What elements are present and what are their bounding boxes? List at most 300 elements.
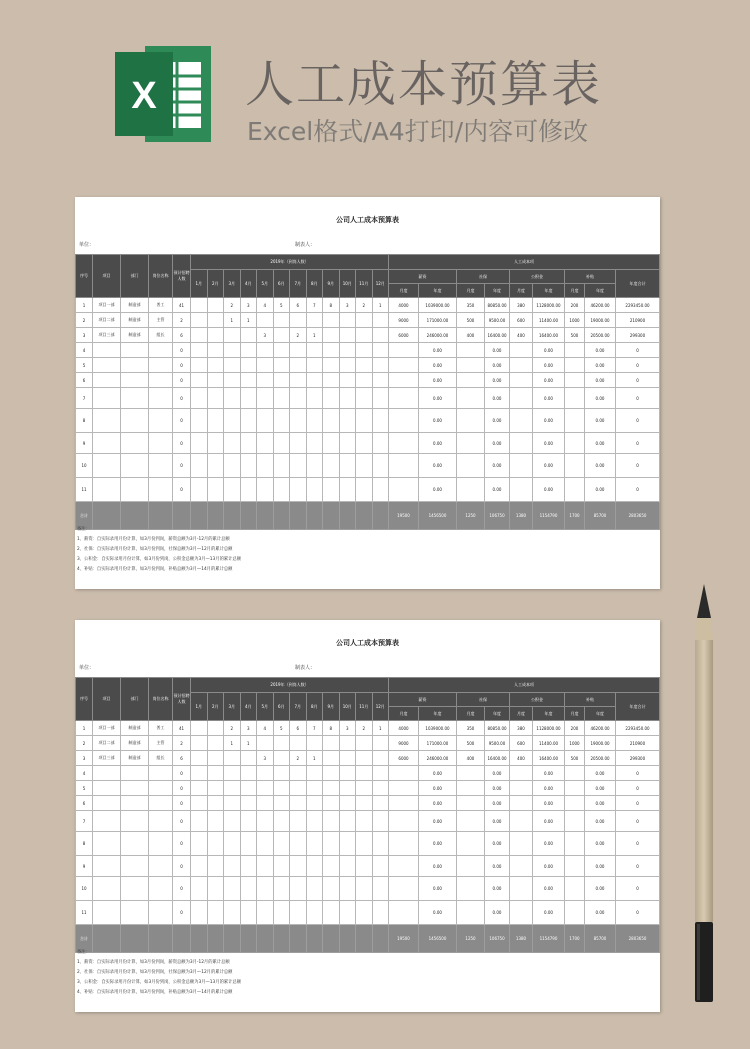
row-month-count [323,901,340,925]
row-month-count [290,832,307,856]
row-month-count [273,832,290,856]
row-month-count [191,343,208,358]
row-month-count [207,313,224,328]
row-salary-yearly: 0.00 [419,373,457,388]
table-row [76,751,660,766]
row-month-count [290,433,307,454]
row-month-count [257,313,274,328]
row-social-monthly [457,796,485,811]
row-headcount: 0 [173,796,191,811]
month-header: 1月 [191,693,208,721]
row-fund-yearly: 0.00 [533,832,565,856]
row-month-count: 3 [240,298,257,313]
row-month-count [224,343,241,358]
row-seq: 3 [76,751,93,766]
row-month-count [306,313,323,328]
row-fund-monthly [510,856,533,877]
row-month-count [207,766,224,781]
row-month-count [372,388,389,409]
col-seq-header: 序号 [76,678,93,721]
row-seq: 5 [76,358,93,373]
row-salary-yearly: 0.00 [419,409,457,433]
row-headcount: 0 [173,811,191,832]
row-month-count [191,328,208,343]
row-month-count: 2 [224,298,241,313]
yearly-header: 年度 [485,707,510,721]
row-month-count [191,877,208,901]
row-month-count [306,409,323,433]
row-subsidy-monthly [565,781,585,796]
row-month-count: 2 [356,298,373,313]
row-headcount: 0 [173,409,191,433]
row-subsidy-yearly: 0.00 [585,433,616,454]
row-salary-yearly: 0.00 [419,781,457,796]
row-subsidy-monthly [565,796,585,811]
row-salary-monthly [389,832,419,856]
cost-group-header: 人工成本项 [389,678,660,693]
row-position [149,454,173,478]
row-month-count [323,766,340,781]
row-fund-yearly: 1128000.00 [533,721,565,736]
row-month-count [191,901,208,925]
row-subsidy-yearly: 0.00 [585,766,616,781]
row-position [149,781,173,796]
row-social-monthly [457,373,485,388]
total-subsidy-yearly: 85700 [585,925,616,953]
total-social-yearly: 106750 [485,925,510,953]
row-social-yearly: 0.00 [485,796,510,811]
month-header: 2月 [207,693,224,721]
row-month-count [240,454,257,478]
row-month-count [273,856,290,877]
row-project [93,388,121,409]
col-headcount-header: 预计招聘人数 [173,678,191,721]
year-group-header: 2019年（到岗人数） [191,255,389,270]
row-month-count [323,877,340,901]
row-month-count: 7 [306,298,323,313]
monthly-header: 月度 [389,284,419,298]
row-social-yearly: 0.00 [485,901,510,925]
row-annual-total: 0 [616,409,660,433]
row-month-count [356,736,373,751]
row-month-count [356,313,373,328]
row-dept [121,811,149,832]
row-subsidy-monthly [565,358,585,373]
col-position-header: 岗位名称 [149,678,173,721]
row-annual-total: 0 [616,811,660,832]
note-line: 1、薪资：自实际录用月份计算，如3月份到岗，薪资总额为3月-12月的累计总额 [77,960,230,965]
total-salary-yearly: 1456500 [419,502,457,530]
row-fund-monthly [510,811,533,832]
row-month-count [257,811,274,832]
row-social-yearly: 80850.00 [485,298,510,313]
row-subsidy-yearly: 19000.00 [585,736,616,751]
month-header: 7月 [290,693,307,721]
month-header: 10月 [339,693,356,721]
row-month-count: 3 [339,298,356,313]
row-social-monthly: 400 [457,328,485,343]
row-subsidy-yearly: 20500.00 [585,328,616,343]
row-salary-yearly: 246000.00 [419,328,457,343]
row-social-yearly: 0.00 [485,343,510,358]
row-annual-total: 0 [616,766,660,781]
row-subsidy-yearly: 0.00 [585,901,616,925]
row-fund-monthly [510,343,533,358]
row-subsidy-monthly [565,343,585,358]
row-month-count: 1 [240,736,257,751]
row-headcount: 0 [173,877,191,901]
row-month-count [339,832,356,856]
row-project: 项目一部 [93,721,121,736]
row-seq: 10 [76,877,93,901]
row-month-count [224,781,241,796]
row-month-count [240,373,257,388]
row-month-count [372,409,389,433]
row-annual-total: 0 [616,781,660,796]
row-fund-yearly: 0.00 [533,343,565,358]
row-month-count [273,343,290,358]
row-month-count [290,409,307,433]
fund-header: 公积金 [510,270,565,284]
row-month-count [224,478,241,502]
row-social-monthly [457,454,485,478]
col-project-header: 项目 [93,255,121,298]
row-month-count: 7 [306,721,323,736]
svg-text:X: X [131,75,157,117]
row-month-count [224,454,241,478]
row-month-count [372,478,389,502]
row-fund-yearly: 0.00 [533,781,565,796]
promo-header [0,0,750,190]
row-social-yearly: 0.00 [485,832,510,856]
row-seq: 11 [76,901,93,925]
row-seq: 10 [76,454,93,478]
row-month-count [323,343,340,358]
row-month-count [273,388,290,409]
row-social-monthly [457,343,485,358]
row-subsidy-yearly: 0.00 [585,388,616,409]
row-month-count [273,313,290,328]
spreadsheet-page-1 [75,197,660,589]
row-month-count: 3 [339,721,356,736]
row-position [149,358,173,373]
row-month-count [372,766,389,781]
row-dept [121,766,149,781]
row-month-count [339,811,356,832]
row-month-count [240,358,257,373]
row-project [93,832,121,856]
year-group-header: 2019年（到岗人数） [191,678,389,693]
row-salary-yearly: 0.00 [419,478,457,502]
row-month-count [224,796,241,811]
yearly-header: 年度 [533,284,565,298]
month-header: 11月 [356,693,373,721]
row-seq: 6 [76,796,93,811]
row-salary-yearly: 0.00 [419,766,457,781]
row-project: 项目三部 [93,751,121,766]
row-month-count [224,832,241,856]
row-project: 项目二部 [93,736,121,751]
row-month-count [240,901,257,925]
row-fund-monthly: 400 [510,751,533,766]
row-subsidy-yearly: 0.00 [585,343,616,358]
row-month-count [224,373,241,388]
row-month-count [306,478,323,502]
row-position [149,811,173,832]
note-line: 4、补贴：自实际录用月份计算，如3月份到岗，补贴总额为3月—14月的累计总额 [77,990,233,995]
row-fund-yearly: 16400.00 [533,328,565,343]
row-month-count [207,811,224,832]
row-annual-total: 2293450.00 [616,298,660,313]
row-project [93,373,121,388]
page-subtitle: Excel格式/A4打印/内容可修改 [247,117,589,146]
social-header: 社保 [457,693,510,707]
row-month-count [323,856,340,877]
row-dept: 制造部 [121,313,149,328]
row-social-yearly: 0.00 [485,877,510,901]
row-month-count: 1 [372,298,389,313]
row-month-count [323,781,340,796]
row-month-count [257,433,274,454]
row-headcount: 0 [173,766,191,781]
row-dept [121,901,149,925]
row-month-count [339,736,356,751]
row-month-count [207,358,224,373]
row-headcount: 0 [173,358,191,373]
row-month-count [273,433,290,454]
row-month-count [306,877,323,901]
row-month-count [323,454,340,478]
row-position [149,373,173,388]
note-line: 2、社保：自实际录用月份计算，如3月份到岗，社保总额为3月—12月的累计总额 [77,970,233,975]
row-annual-total: 0 [616,796,660,811]
row-month-count: 1 [306,751,323,766]
row-fund-yearly: 16400.00 [533,751,565,766]
row-subsidy-monthly [565,433,585,454]
row-month-count [240,478,257,502]
row-month-count [207,478,224,502]
row-month-count [290,766,307,781]
row-salary-monthly: 4000 [389,298,419,313]
yearly-header: 年度 [585,707,616,721]
row-project [93,901,121,925]
row-month-count [207,856,224,877]
row-subsidy-monthly [565,901,585,925]
row-fund-yearly: 0.00 [533,856,565,877]
row-headcount: 0 [173,901,191,925]
row-month-count [306,388,323,409]
row-month-count [339,796,356,811]
row-month-count: 8 [323,721,340,736]
month-header: 2月 [207,270,224,298]
row-social-monthly [457,856,485,877]
row-salary-yearly: 1039000.00 [419,721,457,736]
row-fund-yearly: 0.00 [533,901,565,925]
row-annual-total: 299300 [616,328,660,343]
row-seq: 6 [76,373,93,388]
salary-header: 薪资 [389,270,457,284]
row-month-count [240,877,257,901]
fund-header: 公积金 [510,693,565,707]
row-annual-total: 0 [616,877,660,901]
col-dept-header: 部门 [121,255,149,298]
row-month-count [191,298,208,313]
row-annual-total: 210900 [616,313,660,328]
row-fund-yearly: 0.00 [533,796,565,811]
row-month-count [240,781,257,796]
row-subsidy-yearly: 0.00 [585,796,616,811]
row-month-count [356,454,373,478]
row-headcount: 0 [173,373,191,388]
row-subsidy-yearly: 0.00 [585,856,616,877]
note-line: 4、补贴：自实际录用月份计算，如3月份到岗，补贴总额为3月—14月的累计总额 [77,567,233,572]
row-month-count [257,388,274,409]
row-salary-yearly: 171000.00 [419,313,457,328]
row-month-count [339,433,356,454]
row-subsidy-yearly: 0.00 [585,358,616,373]
row-subsidy-monthly [565,766,585,781]
row-month-count [207,901,224,925]
row-salary-monthly [389,433,419,454]
row-month-count: 1 [224,313,241,328]
note-line: 3、公积金：自实际录用月份计算，如3月份到岗，公积金总额为3月—13月的累计总额 [77,980,242,985]
row-month-count [339,373,356,388]
total-subsidy-monthly: 1700 [565,925,585,953]
row-fund-monthly: 380 [510,721,533,736]
row-dept [121,832,149,856]
row-month-count [356,328,373,343]
row-headcount: 41 [173,298,191,313]
total-social-yearly: 106750 [485,502,510,530]
row-month-count [323,736,340,751]
row-month-count [306,433,323,454]
row-project [93,796,121,811]
row-salary-yearly: 0.00 [419,433,457,454]
social-header: 社保 [457,270,510,284]
row-dept [121,796,149,811]
row-month-count [257,796,274,811]
note-line: 3、公积金：自实际录用月份计算，如3月份到岗，公积金总额为3月—13月的累计总额 [77,557,242,562]
row-annual-total: 0 [616,901,660,925]
row-fund-yearly: 0.00 [533,766,565,781]
row-social-monthly [457,433,485,454]
row-month-count [240,388,257,409]
row-month-count [240,409,257,433]
row-month-count [224,901,241,925]
row-project [93,433,121,454]
row-month-count: 3 [257,328,274,343]
sheet-title: 公司人工成本预算表 [336,639,399,647]
row-social-yearly: 0.00 [485,409,510,433]
row-month-count [339,358,356,373]
row-annual-total: 0 [616,343,660,358]
table-row [76,328,660,343]
row-project [93,766,121,781]
row-month-count [290,343,307,358]
row-social-yearly: 0.00 [485,373,510,388]
table-row [76,373,660,388]
row-month-count [306,796,323,811]
yearly-header: 年度 [485,284,510,298]
row-subsidy-yearly: 19000.00 [585,313,616,328]
row-seq: 7 [76,388,93,409]
row-seq: 5 [76,781,93,796]
row-month-count [257,343,274,358]
row-salary-monthly: 6000 [389,751,419,766]
row-month-count [356,388,373,409]
row-month-count [339,409,356,433]
row-month-count [306,454,323,478]
annual-total-header: 年度合计 [616,270,660,298]
row-fund-monthly: 600 [510,313,533,328]
total-fund-monthly: 1380 [510,502,533,530]
row-month-count [207,454,224,478]
row-social-yearly: 0.00 [485,433,510,454]
row-month-count [372,781,389,796]
row-month-count [240,811,257,832]
row-month-count [191,454,208,478]
row-month-count [207,388,224,409]
row-position [149,388,173,409]
row-social-yearly: 9500.00 [485,313,510,328]
unit-label: 单位： [79,242,95,248]
row-headcount: 0 [173,343,191,358]
yearly-header: 年度 [585,284,616,298]
row-month-count [323,478,340,502]
note-line: 备注： [77,950,90,955]
row-subsidy-yearly: 0.00 [585,811,616,832]
row-month-count [356,811,373,832]
row-salary-monthly [389,409,419,433]
row-headcount: 2 [173,736,191,751]
row-position: 普工 [149,721,173,736]
total-annual: 2803650 [616,502,660,530]
table-row [76,358,660,373]
monthly-header: 月度 [510,707,533,721]
row-month-count [191,856,208,877]
row-month-count [323,751,340,766]
budget-table [75,677,660,953]
row-month-count [191,433,208,454]
row-fund-monthly [510,409,533,433]
row-month-count [306,358,323,373]
row-month-count: 8 [323,298,340,313]
row-month-count [224,409,241,433]
row-month-count [356,877,373,901]
row-month-count [372,358,389,373]
row-fund-monthly [510,454,533,478]
row-fund-yearly: 0.00 [533,454,565,478]
row-month-count [290,796,307,811]
row-month-count [191,832,208,856]
row-headcount: 6 [173,751,191,766]
row-seq: 11 [76,478,93,502]
row-month-count [339,901,356,925]
row-month-count [240,856,257,877]
row-month-count [372,856,389,877]
row-subsidy-monthly: 1000 [565,736,585,751]
row-month-count: 2 [290,751,307,766]
row-social-yearly: 0.00 [485,766,510,781]
row-social-yearly: 0.00 [485,478,510,502]
month-header: 5月 [257,693,274,721]
annual-total-header: 年度合计 [616,693,660,721]
row-month-count [224,433,241,454]
row-month-count [306,856,323,877]
row-subsidy-yearly: 0.00 [585,454,616,478]
row-headcount: 0 [173,832,191,856]
row-subsidy-monthly [565,832,585,856]
